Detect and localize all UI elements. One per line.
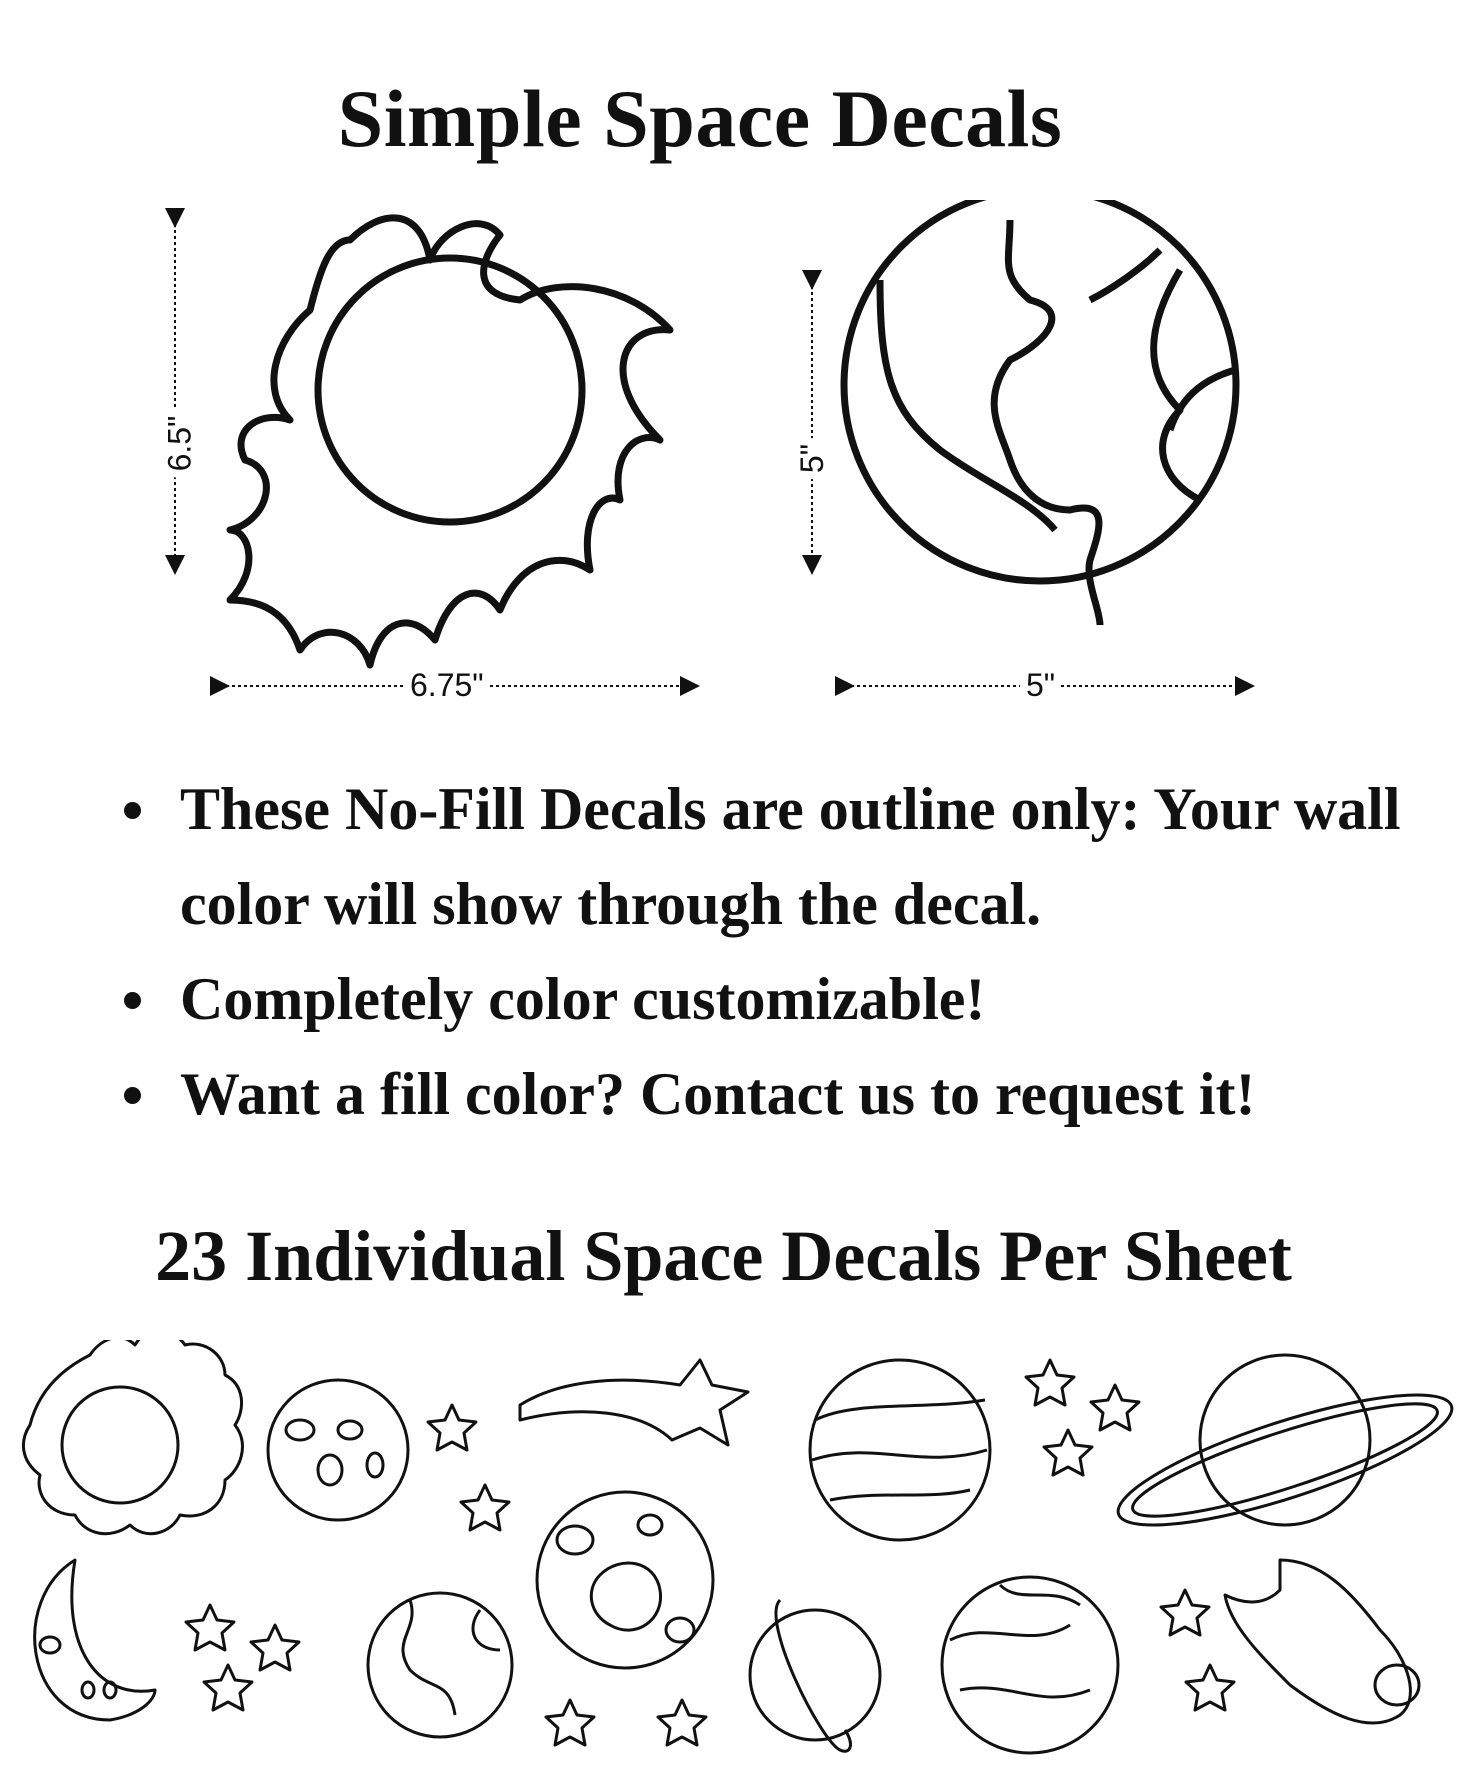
earth-width-label: 5"	[1020, 667, 1061, 704]
decal-sheet	[0, 1340, 1467, 1760]
page-title: Simple Space Decals	[337, 73, 1063, 164]
sun-width-label: 6.75"	[404, 667, 490, 704]
sun-height-label: 6.5"	[161, 410, 198, 478]
sheet-heading: 23 Individual Space Decals Per Sheet	[155, 1216, 1292, 1296]
small-earth-decal	[368, 1593, 512, 1737]
earth-decal	[844, 200, 1236, 625]
comet-decal	[1225, 1560, 1419, 1723]
featured-decals	[0, 200, 1467, 720]
shooting-star-decal	[520, 1360, 748, 1445]
swirl-planet-decal	[942, 1577, 1118, 1753]
feature-item: These No-Fill Decals are outline only: Your wall color will show through the decal.	[120, 762, 1440, 952]
feature-list	[120, 762, 1440, 1142]
small-ringed-planet-decal	[750, 1600, 880, 1751]
feature-item: Want a fill color? Contact us to request it!	[120, 1047, 1440, 1142]
small-sun-decal	[23, 1340, 242, 1534]
saturn-decal	[1107, 1355, 1463, 1550]
moon-decal	[35, 1560, 155, 1720]
sun-decal	[230, 218, 670, 665]
earth-height-label: 5"	[794, 438, 831, 479]
cratered-moon-decal	[268, 1380, 408, 1520]
cratered-planet-decal	[537, 1492, 713, 1668]
striped-planet-decal	[810, 1360, 990, 1540]
feature-item: Completely color customizable!	[120, 952, 1440, 1047]
